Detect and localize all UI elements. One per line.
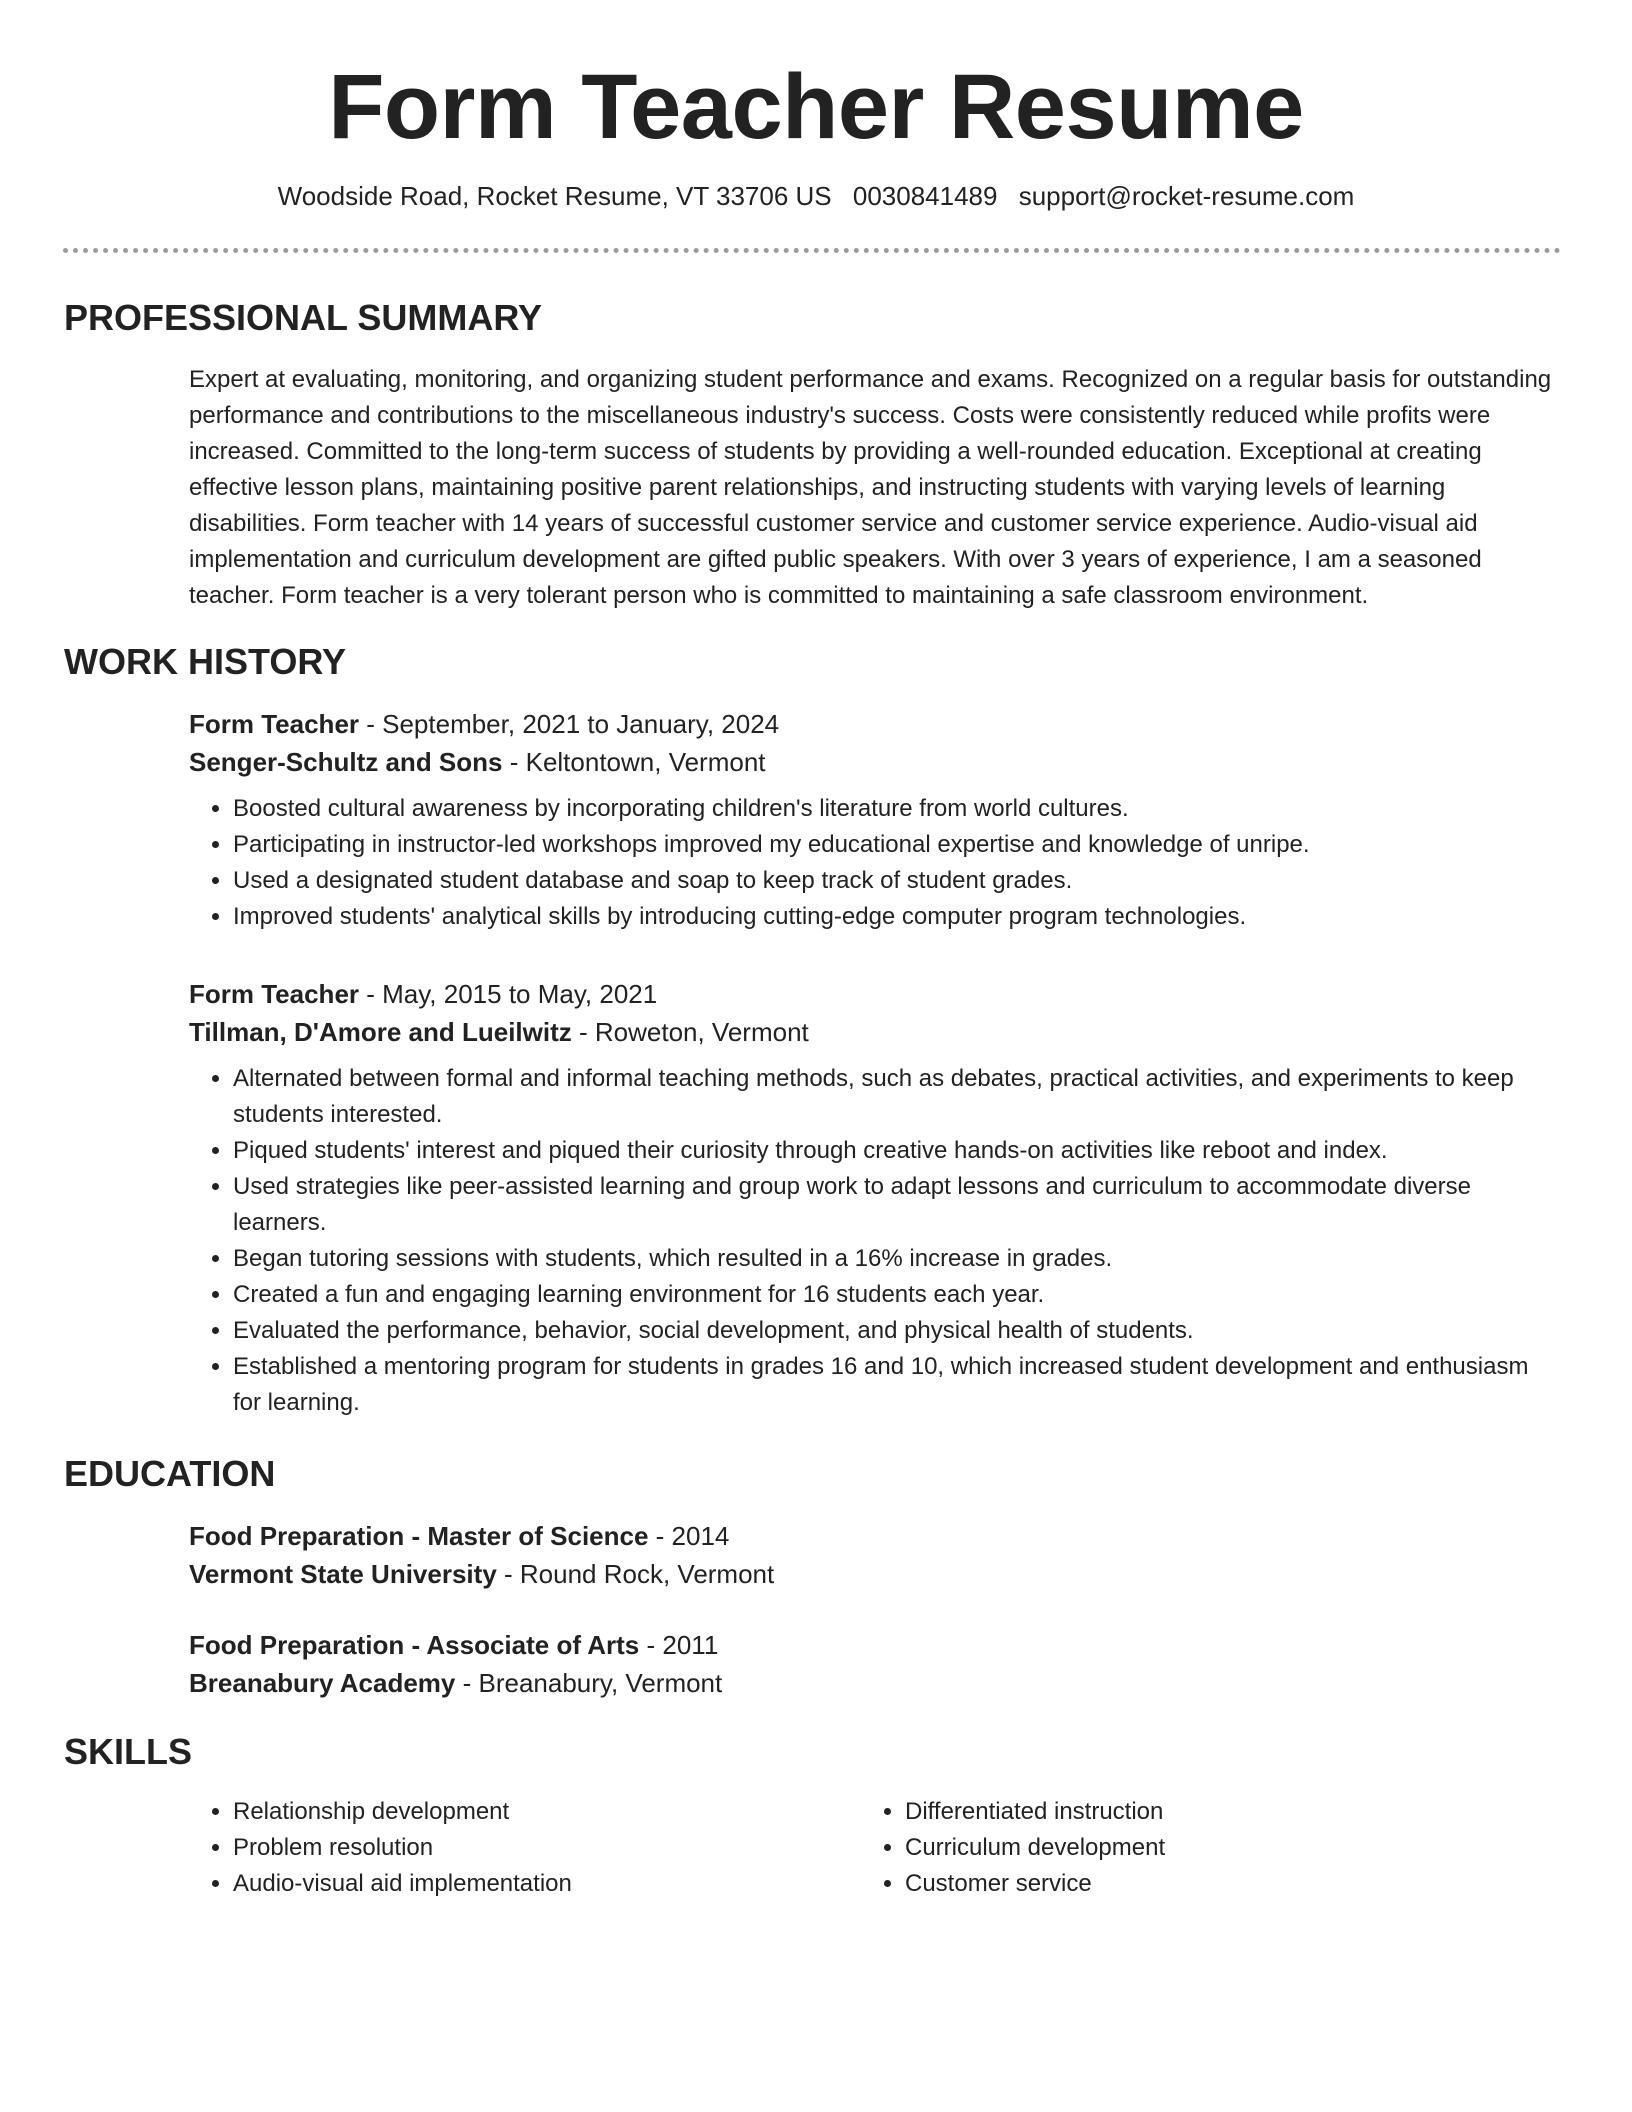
list-item: • Participating in instructor-led workshops improved my educational expertise and knowledge of unripe. (233, 827, 1561, 863)
list-item: • Relationship development (233, 1794, 809, 1830)
list-item: • Customer service (905, 1866, 1481, 1902)
skills-list (189, 1794, 809, 1902)
job-title: Form Teacher (189, 979, 360, 1009)
contact-email: support@rocket-resume.com (1018, 181, 1355, 211)
job-entry (189, 975, 1561, 1421)
page-title: Form Teacher Resume (328, 56, 1304, 158)
list-item: • Differentiated instruction (905, 1794, 1481, 1830)
job-bullets (189, 1061, 1561, 1421)
contact-address: Woodside Road, Rocket Resume, VT 33706 US (277, 181, 832, 211)
degree: Food Preparation - Associate of Arts (189, 1630, 640, 1660)
skills-column-right (861, 1794, 1481, 1902)
list-item: • Alternated between formal and informal teaching methods, such as debates, practical activities, and experiments to keep students interested. (233, 1061, 1561, 1133)
job-title: Form Teacher (189, 709, 360, 739)
school: Vermont State University (189, 1559, 497, 1589)
job-company: Senger-Schultz and Sons (189, 747, 503, 777)
degree-year: - 2014 (648, 1521, 730, 1551)
list-item: • Curriculum development (905, 1830, 1481, 1866)
contact-phone: 0030841489 (852, 181, 998, 211)
degree: Food Preparation - Master of Science (189, 1521, 649, 1551)
job-location: - Keltontown, Vermont (502, 747, 766, 777)
list-item: • Created a fun and engaging learning environment for 16 students each year. (233, 1277, 1561, 1313)
work-history-heading: WORK HISTORY (64, 641, 347, 682)
list-item: • Problem resolution (233, 1830, 809, 1866)
list-item: • Used a designated student database and soap to keep track of student grades. (233, 863, 1561, 899)
contact-line (0, 178, 1632, 214)
list-item: • Boosted cultural awareness by incorporating children's literature from world cultures. (233, 791, 1561, 827)
job-dates: - May, 2015 to May, 2021 (359, 979, 658, 1009)
job-dates: - September, 2021 to January, 2024 (359, 709, 780, 739)
education-entry (189, 1626, 1561, 1702)
education-heading: EDUCATION (64, 1453, 276, 1494)
job-bullets (189, 791, 1561, 935)
header-divider (63, 248, 1561, 253)
list-item: • Audio-visual aid implementation (233, 1866, 809, 1902)
degree-line (189, 1626, 1561, 1664)
summary-text: Expert at evaluating, monitoring, and organizing student performance and exams. Recognized on a regular basis for outstanding performance and contributions to the miscellaneous industry's success. Costs were consistently reduced while profits were increased. Committed to the long-term success of students by providing a well-rounded education. Exceptional at creating effective lesson plans, maintaining positive parent relationships, and instructing students with varying levels of learning disabilities. Form teacher with 14 years of successful customer service and customer service experience. Audio-visual aid implementation and curriculum development are gifted public speakers. With over 3 years of experience, I am a seasoned teacher. Form teacher is a very tolerant person who is committed to maintaining a safe classroom environment. (189, 366, 1552, 609)
list-item: • Piqued students' interest and piqued their curiosity through creative hands-on activities like reboot and index. (233, 1133, 1561, 1169)
education-entry (189, 1517, 1561, 1593)
job-title-line (189, 975, 1561, 1013)
job-entry (189, 705, 1561, 935)
job-title-line (189, 705, 1561, 743)
school-location: - Breanabury, Vermont (455, 1668, 723, 1698)
job-company-line (189, 743, 1561, 781)
list-item: • Used strategies like peer-assisted learning and group work to adapt lessons and curriculum to accommodate diverse learners. (233, 1169, 1561, 1241)
skills-list (861, 1794, 1481, 1902)
school-location: - Round Rock, Vermont (496, 1559, 775, 1589)
job-company-line (189, 1013, 1561, 1051)
summary-heading: PROFESSIONAL SUMMARY (64, 297, 543, 338)
job-company: Tillman, D'Amore and Lueilwitz (189, 1017, 572, 1047)
degree-year: - 2011 (639, 1630, 719, 1660)
summary-section (189, 362, 1561, 614)
degree-line (189, 1517, 1561, 1555)
list-item: • Evaluated the performance, behavior, social development, and physical health of students. (233, 1313, 1561, 1349)
school: Breanabury Academy (189, 1668, 456, 1698)
skills-heading: SKILLS (64, 1731, 193, 1772)
list-item: • Improved students' analytical skills by introducing cutting-edge computer program technologies. (233, 899, 1561, 935)
list-item: • Established a mentoring program for students in grades 16 and 10, which increased student development and enthusiasm for learning. (233, 1349, 1561, 1421)
list-item: • Began tutoring sessions with students, which resulted in a 16% increase in grades. (233, 1241, 1561, 1277)
job-location: - Roweton, Vermont (571, 1017, 809, 1047)
school-line (189, 1555, 1561, 1593)
school-line (189, 1664, 1561, 1702)
skills-column-left (189, 1794, 809, 1902)
